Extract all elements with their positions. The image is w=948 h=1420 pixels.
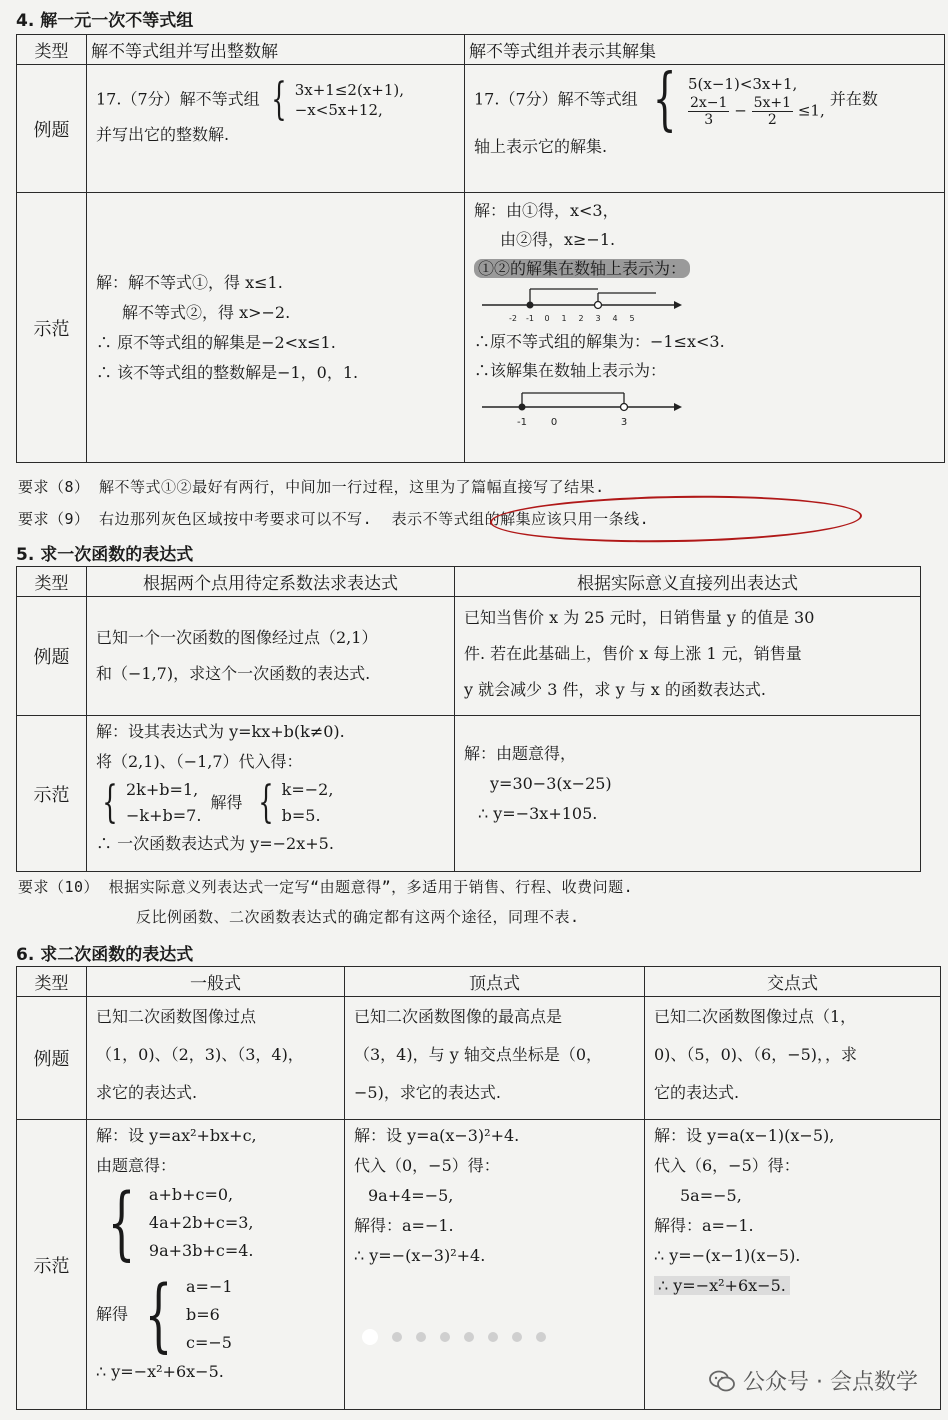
demo-1-cell xyxy=(87,193,465,463)
carousel-dot[interactable] xyxy=(440,1332,450,1342)
eq-2: 4a+2b+c=3, xyxy=(148,1213,254,1232)
demo2-line-2: y=30−3(x−25) xyxy=(490,774,612,793)
ex2-ineq-2 xyxy=(688,95,825,128)
example-1-cell xyxy=(87,997,345,1120)
ex2-line-1: 已知二次函数图像的最高点是 xyxy=(354,1007,563,1026)
demo2-line-3: ∴ y=−3x+105. xyxy=(478,804,598,823)
solve-label: 解得 xyxy=(210,792,243,812)
frac1-den: 3 xyxy=(704,111,714,128)
demo1-line-1: 解：设其表达式为 y=kx+b(k≠0). xyxy=(96,722,345,741)
demo2-line-5: ∴ y=−(x−3)²+4. xyxy=(354,1246,486,1265)
row-label-example: 例题 xyxy=(17,997,87,1120)
demo2-line-1: 解：由题意得， xyxy=(464,744,577,763)
tick-1-0: -2 xyxy=(509,314,517,323)
ex3-line-2: 0)、（5，0)、（6，−5)，，求 xyxy=(654,1045,858,1064)
eq-1: 2k+b=1, xyxy=(126,780,199,799)
header-col2: 根据实际意义直接列出表达式 xyxy=(455,567,921,597)
example-2-cell xyxy=(345,997,645,1120)
system-equations: { 2k+b=1, −k+b=7. xyxy=(102,777,202,828)
carousel-dot[interactable] xyxy=(488,1332,498,1342)
red-circle-annotation xyxy=(490,493,863,545)
demo3-line-4: 解得：a=−1. xyxy=(654,1216,754,1235)
header-type: 类型 xyxy=(17,967,87,997)
le-one: ≤1, xyxy=(797,101,825,119)
demo2-line-4: ∴原不等式组的解集为：−1≤x<3. xyxy=(474,332,725,351)
demo2-line-3-highlight: ①②的解集在数轴上表示为： xyxy=(474,259,690,278)
ex1-ineq-1: 3x+1≤2(x+1), xyxy=(294,81,405,99)
ex1-line-2: 和（−1,7)，求这个一次函数的表达式. xyxy=(96,664,371,683)
demo2-line-1: 解：由①得，x<3， xyxy=(474,201,619,220)
watermark xyxy=(709,1365,918,1396)
header-col1: 根据两个点用待定系数法求表达式 xyxy=(87,567,455,597)
demo-1-cell xyxy=(87,716,455,872)
carousel-dot[interactable] xyxy=(416,1332,426,1342)
carousel-dot[interactable] xyxy=(392,1332,402,1342)
demo2-line-2: 代入（0，−5）得： xyxy=(354,1156,500,1175)
demo1-line-2: 由题意得： xyxy=(96,1156,177,1175)
section-4-table xyxy=(16,34,945,463)
demo1-line-1: 解：设 y=ax²+bx+c, xyxy=(96,1126,257,1145)
ex2-line-2: 件. 若在此基础上，售价 x 每上涨 1 元，销售量 xyxy=(464,644,802,663)
example-1-cell xyxy=(87,65,465,193)
ex1-prefix: 17.（7分）解不等式组 xyxy=(96,89,260,109)
ex1-line-1: 已知一个一次函数的图像经过点（2,1） xyxy=(96,628,378,647)
demo3-line-5: ∴ y=−(x−1)(x−5). xyxy=(654,1246,801,1265)
frac2-den: 2 xyxy=(767,111,777,128)
ex3-line-1: 已知二次函数图像过点（1， xyxy=(654,1007,857,1026)
eq-2: −k+b=7. xyxy=(126,806,202,825)
system-result: { a=−1 b=6 c=−5 xyxy=(144,1268,233,1361)
demo3-line-2: 代入（6，−5）得： xyxy=(654,1156,800,1175)
row-label-example: 例题 xyxy=(17,65,87,193)
tick-1-1: -1 xyxy=(526,314,534,323)
header-col1: 解不等式组并写出整数解 xyxy=(87,35,465,65)
ex1-line-3: 求它的表达式. xyxy=(96,1083,198,1102)
res-2: b=5. xyxy=(281,806,321,825)
ex2-line-3: y 就会减少 3 件，求 y 与 x 的函数表达式. xyxy=(464,680,766,699)
ex2-after: 并在数 xyxy=(829,89,878,109)
res-1: k=−2, xyxy=(281,780,334,799)
demo-1-cell xyxy=(87,1120,345,1410)
ex1-line-2: （1，0)、（2，3)、（3，4)， xyxy=(96,1045,304,1064)
watermark-text: 公众号 · 会点数学 xyxy=(743,1370,918,1395)
demo1-line-4: ∴ 该不等式组的整数解是−1，0，1. xyxy=(96,362,359,382)
header-col2: 解不等式组并表示其解集 xyxy=(465,35,945,65)
tick-1-6: 4 xyxy=(612,314,618,323)
frac2-num: 5x+1 xyxy=(753,94,792,111)
demo-2-cell xyxy=(465,193,945,463)
row-label-example: 例题 xyxy=(17,597,87,716)
section-5-title: 5. 求一次函数的表达式 xyxy=(16,545,194,565)
demo2-line-3: 9a+4=−5, xyxy=(368,1186,454,1205)
requirement-10: 要求（10） 根据实际意义列表达式一定写“由题意得”，多适用于销售、行程、收费问题. xyxy=(18,878,634,896)
frac1-num: 2x−1 xyxy=(690,94,728,111)
tick-1-7: 5 xyxy=(629,314,635,323)
demo3-line-3: 5a=−5, xyxy=(680,1186,742,1205)
res-3: c=−5 xyxy=(186,1333,232,1352)
ex1-ineq-2: −x<5x+12, xyxy=(294,101,383,119)
system-general: { a+b+c=0, 4a+2b+c=3, 9a+3b+c=4. xyxy=(107,1176,254,1269)
row-label-demo: 示范 xyxy=(17,193,87,463)
ex2-suffix: 轴上表示它的解集. xyxy=(474,137,608,156)
demo2-line-5: ∴该解集在数轴上表示为： xyxy=(474,361,667,380)
minus-sign: − xyxy=(734,101,747,119)
requirement-9-circled: 表示不等式组的解集应该只用一条线. xyxy=(391,510,650,528)
header-col3: 交点式 xyxy=(645,967,941,997)
solve-label: 解得 xyxy=(96,1304,129,1324)
carousel-dot[interactable] xyxy=(512,1332,522,1342)
example-3-cell xyxy=(645,997,941,1120)
ex2-line-1: 已知当售价 x 为 25 元时，日销售量 y 的值是 30 xyxy=(464,608,815,627)
example-2-cell xyxy=(455,597,921,716)
requirement-9-text: 要求（9） 右边那列灰色区域按中考要求可以不写. xyxy=(18,510,373,528)
demo-2-cell xyxy=(455,716,921,872)
number-line-1 xyxy=(478,283,688,327)
tick-1-3: 1 xyxy=(561,314,567,323)
eq-3: 9a+3b+c=4. xyxy=(148,1241,254,1260)
demo-2-cell xyxy=(345,1120,645,1410)
tick-1-2: 0 xyxy=(544,314,550,323)
ex3-line-3: 它的表达式. xyxy=(654,1083,740,1102)
demo1-line-2: 解不等式②，得 x>−2. xyxy=(122,302,291,322)
ex2-line-2: （3，4)，与 y 轴交点坐标是（0， xyxy=(354,1045,602,1064)
demo2-line-1: 解：设 y=a(x−3)²+4. xyxy=(354,1126,520,1145)
wechat-icon xyxy=(709,1370,735,1392)
ex2-system: { 5(x−1)<3x+1, $\frac{2x-1}{3}$ − $\frac{5x+1}{2}$ ≤1, xyxy=(652,60,825,139)
tick-2-1: 0 xyxy=(550,417,558,428)
tick-1-4: 2 xyxy=(578,314,584,323)
demo1-line-3: ∴ 一次函数表达式为 y=−2x+5. xyxy=(96,834,334,853)
carousel-dots xyxy=(362,1332,546,1345)
ex1-suffix: 并写出它的整数解. xyxy=(96,125,230,144)
section-4-title: 4. 解一元一次不等式组 xyxy=(16,11,194,31)
demo1-line-3: ∴ y=−x²+6x−5. xyxy=(96,1362,224,1381)
ex2-ineq-1: 5(x−1)<3x+1, xyxy=(688,74,798,93)
res-2: b=6 xyxy=(186,1305,220,1324)
ex1-line-1: 已知二次函数图像过点 xyxy=(96,1007,257,1026)
header-col2: 顶点式 xyxy=(345,967,645,997)
demo1-line-2: 将（2,1)、（−1,7）代入得： xyxy=(96,752,303,771)
example-1-cell xyxy=(87,597,455,716)
demo2-line-4: 解得：a=−1. xyxy=(354,1216,454,1235)
demo3-line-1: 解：设 y=a(x−1)(x−5), xyxy=(654,1126,835,1145)
demo1-line-1: 解：解不等式①，得 x≤1. xyxy=(96,272,283,292)
carousel-dot[interactable] xyxy=(536,1332,546,1342)
ex2-line-3: −5)，求它的表达式. xyxy=(354,1083,501,1102)
tick-2-0: -1 xyxy=(517,417,527,428)
system-result: { k=−2, b=5. xyxy=(257,777,334,828)
example-2-cell xyxy=(465,60,945,193)
header-type: 类型 xyxy=(17,567,87,597)
demo3-line-6-highlight: ∴ y=−x²+6x−5. xyxy=(654,1276,790,1295)
header-type: 类型 xyxy=(17,35,87,65)
eq-1: a+b+c=0, xyxy=(148,1185,234,1204)
row-label-demo: 示范 xyxy=(17,716,87,872)
demo1-line-3: ∴ 原不等式组的解集是−2<x≤1. xyxy=(96,332,336,352)
demo2-line-2: 由②得，x≥−1. xyxy=(500,230,616,249)
section-5-table xyxy=(16,566,921,872)
tick-1-5: 3 xyxy=(595,314,601,323)
number-line-2 xyxy=(478,385,688,429)
tick-2-2: 3 xyxy=(620,417,628,428)
header-col1: 一般式 xyxy=(87,967,345,997)
carousel-dot[interactable] xyxy=(464,1332,474,1342)
section-6-title: 6. 求二次函数的表达式 xyxy=(16,945,194,965)
carousel-dot-active[interactable] xyxy=(362,1329,378,1345)
row-label-demo: 示范 xyxy=(17,1120,87,1410)
ex1-system: { 3x+1≤2(x+1), −x<5x+12, xyxy=(271,74,405,125)
ex2-prefix: 17.（7分）解不等式组 xyxy=(474,89,638,109)
res-1: a=−1 xyxy=(186,1277,233,1296)
requirement-8: 要求（8） 解不等式①②最好有两行，中间加一行过程，这里为了篇幅直接写了结果. xyxy=(18,478,605,496)
requirement-10-cont: 反比例函数、二次函数表达式的确定都有这两个途径，同理不表. xyxy=(136,908,580,926)
